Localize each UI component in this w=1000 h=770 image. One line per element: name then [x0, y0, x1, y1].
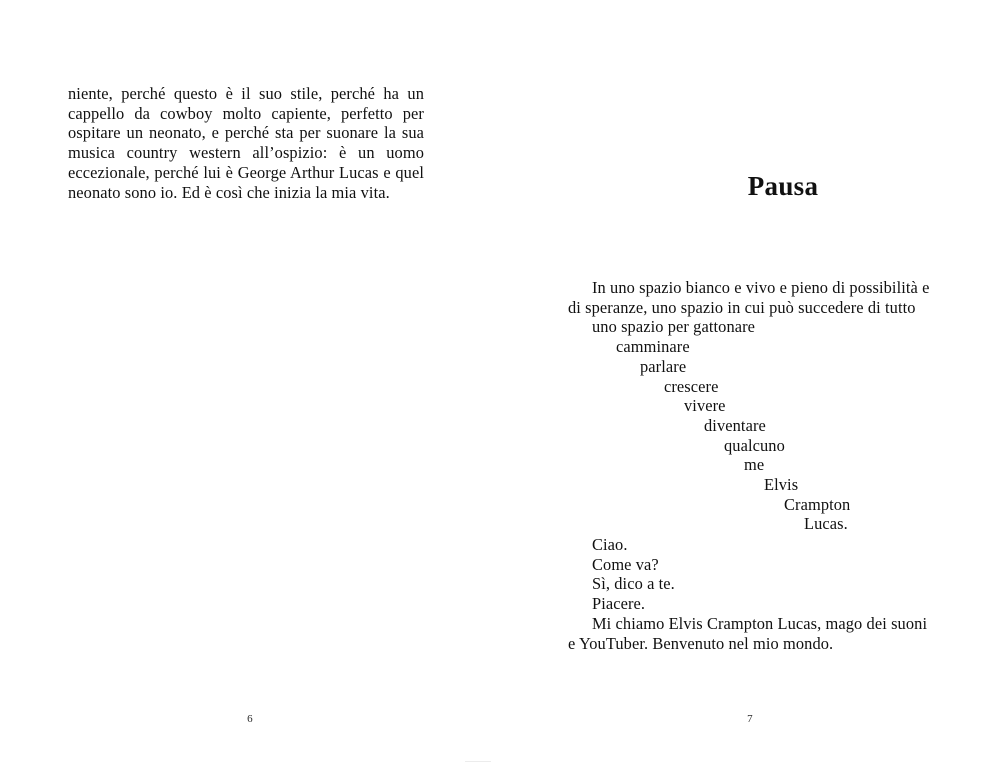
page-number-left: 6: [247, 713, 253, 725]
poem-cascade-line: Lucas.: [804, 514, 848, 534]
gutter-shadow-mark: [465, 761, 491, 762]
poem-cascade-line: Crampton: [784, 494, 851, 514]
poem-cascade-line: uno spazio per gattonare: [592, 317, 756, 337]
poem-cascade-line: diventare: [704, 415, 766, 435]
dialogue-line: Mi chiamo Elvis Crampton Lucas, mago dei suoni e YouTuber. Benvenuto nel mio mondo.: [568, 613, 928, 653]
poem-cascade-line: camminare: [616, 337, 690, 357]
dialogue-line: Sì, dico a te.: [592, 574, 675, 594]
dialogue-line: Piacere.: [592, 594, 646, 614]
chapter-title: Pausa: [747, 171, 819, 201]
poem-opening-line-1: In uno spazio bianco e vivo e pieno di possibilità e: [592, 278, 930, 297]
poem-opening-line-2: di speranze, uno spazio in cui può succedere di tutto: [568, 297, 916, 317]
dialogue-line: Come va?: [592, 554, 659, 574]
dialogue-block: [568, 535, 930, 653]
poem-cascade-line: crescere: [664, 376, 719, 396]
cascading-poem: [568, 278, 998, 534]
body-paragraph: niente, perché questo è il suo stile, perché ha un cappello da cowboy molto capiente, perfetto per ospitare un neonato, e perché sta per suonare la sua musica country western all’ospizio: è un uomo eccezionale, perché lui è George Arthur Lucas e quel neonato sono io. Ed è così che inizia la mia vita.: [68, 84, 424, 202]
poem-cascade-line: me: [744, 455, 765, 475]
right-page: [500, 0, 1000, 770]
poem-cascade-line: vivere: [684, 396, 726, 416]
poem-cascade-line: qualcuno: [724, 435, 785, 455]
page-number-right: 7: [747, 713, 753, 725]
left-page-body-text: [68, 84, 424, 202]
dialogue-line: Ciao.: [592, 535, 628, 554]
poem-cascade-line: parlare: [640, 356, 687, 376]
poem-cascade-line: Elvis: [764, 475, 799, 495]
